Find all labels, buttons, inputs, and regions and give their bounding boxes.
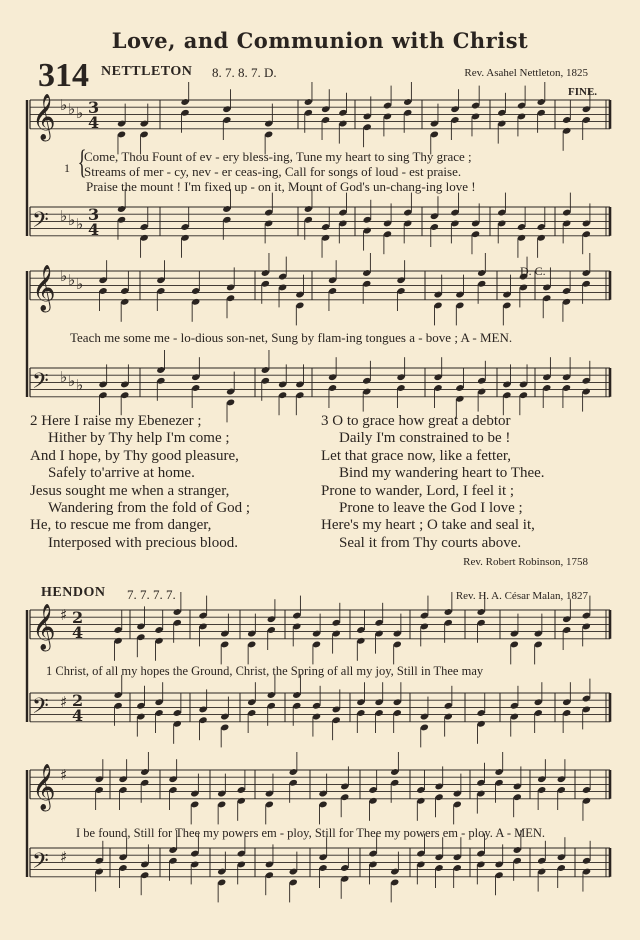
sharp-icon: ♯ xyxy=(60,848,68,866)
flat-icon: ♭ xyxy=(76,376,84,394)
flat-icon: ♭ xyxy=(76,104,84,122)
stanza-line: And I hope, by Thy good pleasure, xyxy=(30,447,239,464)
fine-mark: FINE. xyxy=(568,86,598,98)
stanza-line: Hither by Thy help I'm come ; xyxy=(48,430,230,447)
sharp-icon: ♯ xyxy=(60,606,68,624)
flat-icon: ♭ xyxy=(60,368,68,386)
bass-clef-icon: 𝄢 xyxy=(32,849,49,879)
time-signature: 4 xyxy=(72,706,84,725)
flat-icon: ♭ xyxy=(68,271,76,289)
flat-icon: ♭ xyxy=(76,215,84,233)
stanza-line: Here I raise my Ebenezer ; xyxy=(41,413,202,429)
sharp-icon: ♯ xyxy=(60,693,68,711)
stanza-line: Jesus sought me when a stranger, xyxy=(30,482,230,499)
stanza-line: Here's my heart ; O take and seal it, xyxy=(321,517,535,534)
text-author-credit: Rev. Robert Robinson, 1758 xyxy=(463,556,588,568)
flat-icon: ♭ xyxy=(60,207,68,225)
time-signature: 4 xyxy=(88,220,100,239)
treble-clef-icon: 𝄞 xyxy=(32,265,56,311)
stanza-line: Prone to leave the God I love ; xyxy=(339,500,523,517)
time-signature: 3 xyxy=(88,98,100,117)
verse-brace: { xyxy=(77,144,87,181)
stanza-3 xyxy=(321,413,545,552)
bass-clef-icon: 𝄢 xyxy=(32,208,49,238)
lyric-line-5: 1 Christ, of all my hopes the Ground, Christ, the Spring of all my joy, Still in Thee may xyxy=(46,664,484,678)
treble-clef-icon: 𝄞 xyxy=(32,94,56,140)
stanza-line: Safely to'arrive at home. xyxy=(48,465,195,482)
lyric-line-6: I be found, Still for Thee my powers em - ploy, Still for Thee my powers em - ploy. A - MEN. xyxy=(76,826,546,840)
composer-credit-2: Rev. H. A. César Malan, 1827 xyxy=(455,590,588,602)
tune-name-2: HENDON xyxy=(41,585,106,600)
time-signature: 4 xyxy=(88,113,100,132)
flat-icon: ♭ xyxy=(76,275,84,293)
stanza-line: He, to rescue me from danger, xyxy=(30,517,212,534)
lyric-line-4: Teach me some me - lo-dious son-net, Sung by flam-ing tongues a - bove ; A - MEN. xyxy=(70,330,513,345)
flat-icon: ♭ xyxy=(60,96,68,114)
bass-clef-icon: 𝄢 xyxy=(32,369,49,399)
stanza-line: Seal it from Thy courts above. xyxy=(339,534,522,551)
stanza-line: Wandering from the fold of God ; xyxy=(48,500,251,517)
time-signature: 4 xyxy=(72,623,84,642)
time-signature: 3 xyxy=(88,205,100,224)
lyric-line-1: Come, Thou Fount of ev - ery bless-ing, Tune my heart to sing Thy grace ; xyxy=(84,149,472,164)
flat-icon: ♭ xyxy=(68,211,76,229)
stanza-line: Daily I'm constrained to be ! xyxy=(339,430,511,447)
lyric-line-2: Streams of mer - cy, nev - er ceas-ing, Call for songs of loud - est praise. xyxy=(84,164,462,179)
tune-name: NETTLETON xyxy=(101,64,193,79)
stanza-line: Let that grace now, like a fetter, xyxy=(321,447,511,464)
treble-clef-icon: 𝄞 xyxy=(32,604,56,650)
flat-icon: ♭ xyxy=(68,372,76,390)
flat-icon: ♭ xyxy=(68,100,76,118)
stanza-line: Interposed with precious blood. xyxy=(48,534,238,551)
composer-credit: Rev. Asahel Nettleton, 1825 xyxy=(464,67,588,79)
stanza-2 xyxy=(30,413,250,552)
stanza-2-number: 2 xyxy=(30,413,38,429)
stanza-line: Prone to wander, Lord, I feel it ; xyxy=(321,482,515,499)
stanza-line: Bind my wandering heart to Thee. xyxy=(339,465,545,482)
flat-icon: ♭ xyxy=(60,267,68,285)
dc-mark: D. C. xyxy=(520,264,546,278)
bass-clef-icon: 𝄢 xyxy=(32,694,49,724)
time-signature: 2 xyxy=(72,691,84,710)
hymn-number: 314 xyxy=(38,57,89,94)
stanza-3-number: 3 xyxy=(321,413,329,429)
stanza-line: O to grace how great a debtor xyxy=(332,413,511,429)
tune-meter: 8. 7. 8. 7. D. xyxy=(212,65,277,80)
lyric-line-3: Praise the mount ! I'm fixed up - on it, Mount of God's un-chang-ing love ! xyxy=(86,179,476,194)
section-title: Love, and Communion with Christ xyxy=(111,28,529,53)
sharp-icon: ♯ xyxy=(60,766,68,784)
time-signature: 2 xyxy=(72,608,84,627)
treble-clef-icon: 𝄞 xyxy=(32,764,56,810)
verse-number: 1 xyxy=(64,161,70,175)
tune-meter-2: 7. 7. 7. 7. xyxy=(127,587,176,602)
